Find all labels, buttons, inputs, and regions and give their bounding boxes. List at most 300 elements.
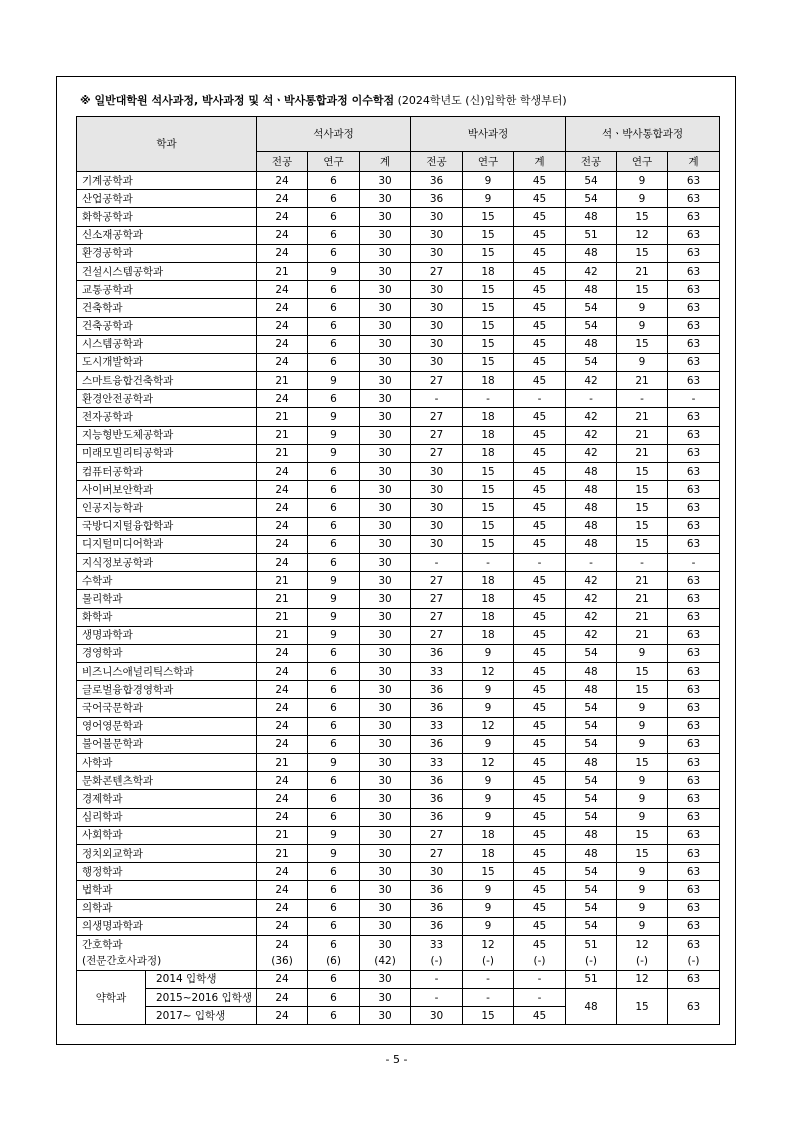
dept-name: 생명과학과 [77, 626, 257, 644]
dept-name-pharmacy: 약학과 [77, 970, 146, 1025]
credit-cell: 15 [463, 517, 514, 535]
credit-cell: 30 [360, 970, 411, 988]
credit-cell: 6 [308, 644, 360, 662]
credit-cell: 21 [617, 262, 668, 280]
dept-name: 스마트융합건축학과 [77, 372, 257, 390]
credit-cell: 54 [566, 863, 617, 881]
credit-cell: 63 [668, 772, 720, 790]
credit-cell: 9 [463, 881, 514, 899]
credit-cell: 30 [360, 663, 411, 681]
credit-cell: 30 [360, 281, 411, 299]
credit-cell: 45 [514, 299, 566, 317]
credit-cell: 9 [617, 299, 668, 317]
credit-cell: 24 [257, 299, 308, 317]
credit-cell: 15 [463, 317, 514, 335]
credit-cell: 9 [617, 717, 668, 735]
credit-cell: 30 [360, 517, 411, 535]
table-row [77, 644, 720, 662]
credit-cell: 63 [668, 372, 720, 390]
credit-cell: 24 [257, 463, 308, 481]
credit-cell: 30 [360, 808, 411, 826]
credit-cell: 36 [411, 644, 463, 662]
credit-cell: 30 [360, 408, 411, 426]
credit-cell: 48 [566, 335, 617, 353]
dept-name: 국방디지털융합학과 [77, 517, 257, 535]
credit-cell [566, 935, 617, 970]
credit-cell: 48 [566, 481, 617, 499]
credit-cell: 24 [257, 681, 308, 699]
table-row [77, 663, 720, 681]
credit-cell: 48 [566, 517, 617, 535]
credit-cell: 45 [514, 426, 566, 444]
credit-cell: 6 [308, 881, 360, 899]
table-row [77, 517, 720, 535]
header-sub-cell: 계 [360, 152, 411, 172]
credit-cell: 30 [360, 881, 411, 899]
credit-cell: - [668, 553, 720, 571]
credit-value-specialist: (42) [374, 954, 396, 967]
credit-cell: 63 [668, 244, 720, 262]
credit-cell: 42 [566, 408, 617, 426]
credit-cell: 42 [566, 262, 617, 280]
table-row [77, 463, 720, 481]
credit-cell: 9 [617, 790, 668, 808]
credit-cell: 36 [411, 899, 463, 917]
credit-cell: 45 [514, 826, 566, 844]
dept-name: 사학과 [77, 754, 257, 772]
credit-cell: 30 [360, 535, 411, 553]
credit-cell: 63 [668, 608, 720, 626]
credit-cell: 30 [360, 681, 411, 699]
credit-cell: 6 [308, 808, 360, 826]
credit-cell: 24 [257, 772, 308, 790]
table-row [77, 390, 720, 408]
credit-cell: 30 [411, 1007, 463, 1025]
table-row [77, 535, 720, 553]
credit-cell: 24 [257, 499, 308, 517]
dept-name: 디지털미디어학과 [77, 535, 257, 553]
credit-cell: 6 [308, 190, 360, 208]
credit-cell: 24 [257, 863, 308, 881]
credit-cell: 30 [360, 190, 411, 208]
credit-cell: 21 [257, 444, 308, 462]
credit-cell: 30 [360, 826, 411, 844]
credit-cell: 63 [668, 826, 720, 844]
credit-value-specialist: (-) [585, 954, 597, 967]
credit-value-specialist: (6) [326, 954, 341, 967]
credit-cell: 21 [257, 608, 308, 626]
credit-cell: 42 [566, 426, 617, 444]
table-row [77, 172, 720, 190]
credit-cell: 9 [463, 772, 514, 790]
credit-cell: 45 [514, 754, 566, 772]
credit-cell: 45 [514, 444, 566, 462]
credit-cell: 54 [566, 190, 617, 208]
credit-cell: 54 [566, 881, 617, 899]
credit-cell: 30 [360, 463, 411, 481]
credit-cell: 18 [463, 408, 514, 426]
credit-cell: 48 [566, 463, 617, 481]
credit-cell: 54 [566, 808, 617, 826]
table-row [77, 917, 720, 935]
credit-cell: - [617, 553, 668, 571]
credit-cell: 45 [514, 1007, 566, 1025]
credit-cell: 36 [411, 699, 463, 717]
credit-cell: 27 [411, 826, 463, 844]
credit-cell: 6 [308, 244, 360, 262]
credit-cell: 63 [668, 899, 720, 917]
credit-cell: 48 [566, 754, 617, 772]
credit-cell [257, 935, 308, 970]
credit-cell: 9 [463, 172, 514, 190]
credit-cell: 24 [257, 735, 308, 753]
credit-cell: 9 [308, 844, 360, 862]
credit-cell: 30 [360, 735, 411, 753]
credit-cell: 45 [514, 844, 566, 862]
credit-cell: 9 [617, 735, 668, 753]
dept-name: 수학과 [77, 572, 257, 590]
credit-cell: 48 [566, 826, 617, 844]
credit-cell: 24 [257, 663, 308, 681]
dept-name: 신소재공학과 [77, 226, 257, 244]
credit-value-specialist: (-) [533, 954, 546, 967]
credit-cell [617, 935, 668, 970]
dept-name: 시스템공학과 [77, 335, 257, 353]
header-sub-cell: 계 [514, 152, 566, 172]
credit-cell: 9 [463, 681, 514, 699]
credit-cell: 45 [514, 626, 566, 644]
credit-cell: 24 [257, 481, 308, 499]
header-sub-cell: 연구 [617, 152, 668, 172]
header-dept: 학과 [77, 117, 257, 172]
table-row [77, 881, 720, 899]
credit-value-specialist: (-) [430, 954, 443, 967]
credit-cell: 15 [617, 826, 668, 844]
credit-cell: 12 [617, 226, 668, 244]
credit-cell: 33 [411, 754, 463, 772]
credit-cell: 45 [514, 481, 566, 499]
credit-cell: 24 [257, 317, 308, 335]
credit-cell: 9 [617, 863, 668, 881]
credit-cell: 63 [668, 172, 720, 190]
dept-name: 건축학과 [77, 299, 257, 317]
credit-cell: 63 [668, 408, 720, 426]
credit-cell: 15 [617, 844, 668, 862]
credit-cell: 45 [514, 572, 566, 590]
credit-cell: 36 [411, 735, 463, 753]
credit-cell: 48 [566, 663, 617, 681]
credit-cell: 45 [514, 699, 566, 717]
credit-cell: 30 [360, 226, 411, 244]
table-row-nursing [77, 935, 720, 970]
credit-cell [411, 935, 463, 970]
credit-cell: 24 [257, 808, 308, 826]
credit-cell: - [514, 989, 566, 1007]
credit-cell: 30 [411, 317, 463, 335]
credit-cell: 36 [411, 790, 463, 808]
credit-cell: 6 [308, 499, 360, 517]
credit-cell: 54 [566, 917, 617, 935]
credit-cell: 21 [617, 426, 668, 444]
table-row-pharmacy [77, 989, 720, 1007]
credit-cell: 30 [360, 989, 411, 1007]
credit-cell: 30 [360, 572, 411, 590]
credit-cell: 6 [308, 899, 360, 917]
header-sub-cell: 전공 [257, 152, 308, 172]
credit-cell: 9 [463, 190, 514, 208]
table-row [77, 553, 720, 571]
dept-name-line: 간호학과 [82, 938, 123, 951]
credit-cell: 9 [308, 372, 360, 390]
credit-cell: 21 [617, 590, 668, 608]
credit-cell: 9 [617, 917, 668, 935]
dept-name: 행정학과 [77, 863, 257, 881]
credit-cell: 6 [308, 299, 360, 317]
credit-cell: 6 [308, 517, 360, 535]
dept-name: 컴퓨터공학과 [77, 463, 257, 481]
credit-cell: 15 [463, 353, 514, 371]
dept-name: 미래모빌리티공학과 [77, 444, 257, 462]
credit-cell: 30 [360, 699, 411, 717]
credit-cell: 24 [257, 717, 308, 735]
credit-cell: 63 [668, 735, 720, 753]
credit-cell: 30 [411, 335, 463, 353]
credit-cell: 36 [411, 808, 463, 826]
credit-cell: 45 [514, 372, 566, 390]
credit-cell: 6 [308, 390, 360, 408]
credit-cell: 24 [257, 172, 308, 190]
credit-cell: 12 [463, 663, 514, 681]
credit-cell: 6 [308, 317, 360, 335]
table-row [77, 426, 720, 444]
credit-cell: 6 [308, 281, 360, 299]
credit-cell: 15 [617, 681, 668, 699]
heading-note: (2024학년도 (신)입학한 학생부터) [397, 94, 567, 107]
credit-cell: 24 [257, 353, 308, 371]
credit-cell: 27 [411, 626, 463, 644]
credit-cell: 48 [566, 844, 617, 862]
credit-cell: 18 [463, 372, 514, 390]
dept-name-nursing [77, 935, 257, 970]
credit-cell-merged: 48 [566, 989, 617, 1025]
table-row [77, 699, 720, 717]
heading-title: ※ 일반대학원 석사과정, 박사과정 및 석ㆍ박사통합과정 이수학점 [80, 94, 395, 107]
credit-cell: 9 [308, 754, 360, 772]
credit-cell: 45 [514, 808, 566, 826]
credit-cell: 21 [257, 626, 308, 644]
dept-name: 인공지능학과 [77, 499, 257, 517]
credit-cell: 30 [360, 208, 411, 226]
table-row [77, 754, 720, 772]
credit-cell: 42 [566, 572, 617, 590]
credit-cell: 24 [257, 970, 308, 988]
credit-cell: 45 [514, 244, 566, 262]
credit-value: 63 [686, 938, 701, 951]
credit-value: 45 [532, 938, 547, 951]
credit-cell: 30 [411, 299, 463, 317]
credit-cell: 15 [617, 335, 668, 353]
credit-cell: 9 [617, 899, 668, 917]
credit-cell: 15 [463, 299, 514, 317]
credit-cell: 30 [360, 754, 411, 772]
credit-cell: 54 [566, 772, 617, 790]
credit-cell: 30 [360, 317, 411, 335]
credit-cell: 6 [308, 1007, 360, 1025]
credit-cell: 63 [668, 262, 720, 280]
credit-cell: 51 [566, 226, 617, 244]
credit-cell: 15 [463, 208, 514, 226]
credit-cell: 21 [617, 444, 668, 462]
credit-cell: 36 [411, 917, 463, 935]
credit-cell: 18 [463, 826, 514, 844]
credit-cell: 63 [668, 535, 720, 553]
credit-cell: 6 [308, 772, 360, 790]
credit-cell: 9 [463, 917, 514, 935]
dept-name: 의학과 [77, 899, 257, 917]
credit-cell: 6 [308, 353, 360, 371]
credit-cell: 15 [463, 244, 514, 262]
credit-cell: 6 [308, 970, 360, 988]
credit-cell: 54 [566, 735, 617, 753]
credit-cell [463, 935, 514, 970]
credit-cell: 24 [257, 517, 308, 535]
table-row [77, 444, 720, 462]
credit-cell-merged: 63 [668, 989, 720, 1025]
credit-cell: - [668, 390, 720, 408]
dept-name: 사이버보안학과 [77, 481, 257, 499]
credit-cell: 6 [308, 663, 360, 681]
credit-cell: - [514, 970, 566, 988]
credit-cell: 15 [617, 281, 668, 299]
credit-cell: 30 [411, 244, 463, 262]
header-sub-cell: 연구 [463, 152, 514, 172]
credit-cell: 30 [360, 244, 411, 262]
credit-cell: 9 [463, 790, 514, 808]
credit-cell: 21 [257, 826, 308, 844]
credit-cell: 15 [463, 463, 514, 481]
credit-cell: 45 [514, 190, 566, 208]
credit-cell: 21 [257, 590, 308, 608]
credit-cell: 6 [308, 699, 360, 717]
credit-cell: 42 [566, 608, 617, 626]
credit-cell: 48 [566, 681, 617, 699]
table-row [77, 790, 720, 808]
credit-cell: 30 [411, 226, 463, 244]
dept-name: 법학과 [77, 881, 257, 899]
credit-cell: 63 [668, 481, 720, 499]
header-sub-cell: 연구 [308, 152, 360, 172]
credit-cell: 18 [463, 844, 514, 862]
credit-cell: 30 [360, 372, 411, 390]
dept-name: 환경공학과 [77, 244, 257, 262]
credit-cell: 63 [668, 444, 720, 462]
credit-cell: 6 [308, 226, 360, 244]
credit-cell: 27 [411, 408, 463, 426]
credit-cell: 63 [668, 335, 720, 353]
credit-cell: - [514, 553, 566, 571]
credit-cell: 15 [463, 481, 514, 499]
dept-name-subline: (전문간호사과정) [82, 954, 162, 967]
credit-cell: 30 [360, 899, 411, 917]
credit-cell: 9 [463, 644, 514, 662]
credit-cell: 45 [514, 172, 566, 190]
credit-cell: 63 [668, 863, 720, 881]
credit-cell: 30 [411, 535, 463, 553]
credit-cell: 33 [411, 663, 463, 681]
table-row [77, 899, 720, 917]
credit-cell: 45 [514, 772, 566, 790]
credit-cell: 30 [360, 426, 411, 444]
credit-cell: 45 [514, 353, 566, 371]
credit-cell: 30 [360, 917, 411, 935]
credit-cell: 24 [257, 208, 308, 226]
credit-cell: 54 [566, 790, 617, 808]
credit-cell: 24 [257, 989, 308, 1007]
credit-cell: 21 [257, 426, 308, 444]
dept-name: 건설시스템공학과 [77, 262, 257, 280]
credit-cell: 6 [308, 735, 360, 753]
credit-cell: 63 [668, 754, 720, 772]
credit-cell: 9 [308, 262, 360, 280]
credit-cell: 6 [308, 681, 360, 699]
table-row [77, 863, 720, 881]
credit-cell: 48 [566, 208, 617, 226]
credit-cell: 9 [617, 353, 668, 371]
credit-cell: 48 [566, 535, 617, 553]
credit-cell: 30 [411, 517, 463, 535]
table-row [77, 735, 720, 753]
table-row [77, 499, 720, 517]
credit-cell: 9 [463, 808, 514, 826]
credit-cell: 30 [360, 353, 411, 371]
dept-name: 산업공학과 [77, 190, 257, 208]
dept-name: 경제학과 [77, 790, 257, 808]
credit-cell: 24 [257, 917, 308, 935]
credit-cell: 24 [257, 244, 308, 262]
cohort-label: 2017~ 입학생 [146, 1007, 257, 1025]
dept-name: 문화콘텐츠학과 [77, 772, 257, 790]
credit-cell: 21 [617, 408, 668, 426]
cohort-label: 2014 입학생 [146, 970, 257, 988]
credit-cell: 45 [514, 881, 566, 899]
dept-name: 물리학과 [77, 590, 257, 608]
credit-cell: 15 [617, 463, 668, 481]
credit-cell: - [463, 553, 514, 571]
credit-cell: 36 [411, 681, 463, 699]
credit-cell: 42 [566, 626, 617, 644]
credit-cell: 48 [566, 244, 617, 262]
credit-cell: 9 [308, 408, 360, 426]
credit-cell: 54 [566, 299, 617, 317]
credit-cell: 24 [257, 226, 308, 244]
dept-name: 사회학과 [77, 826, 257, 844]
credit-cell: 18 [463, 590, 514, 608]
credit-cell: - [411, 989, 463, 1007]
credit-cell: 45 [514, 499, 566, 517]
credit-cell: 12 [463, 717, 514, 735]
credit-cell: 54 [566, 172, 617, 190]
credit-cell: 6 [308, 535, 360, 553]
credit-cell: 45 [514, 590, 566, 608]
credit-cell: 54 [566, 717, 617, 735]
credit-cell: 30 [360, 590, 411, 608]
credit-cell: 6 [308, 790, 360, 808]
credit-cell: 30 [360, 844, 411, 862]
credit-value: 51 [584, 938, 598, 951]
credit-cell: 30 [360, 499, 411, 517]
table-row [77, 826, 720, 844]
credit-cell: 9 [617, 881, 668, 899]
